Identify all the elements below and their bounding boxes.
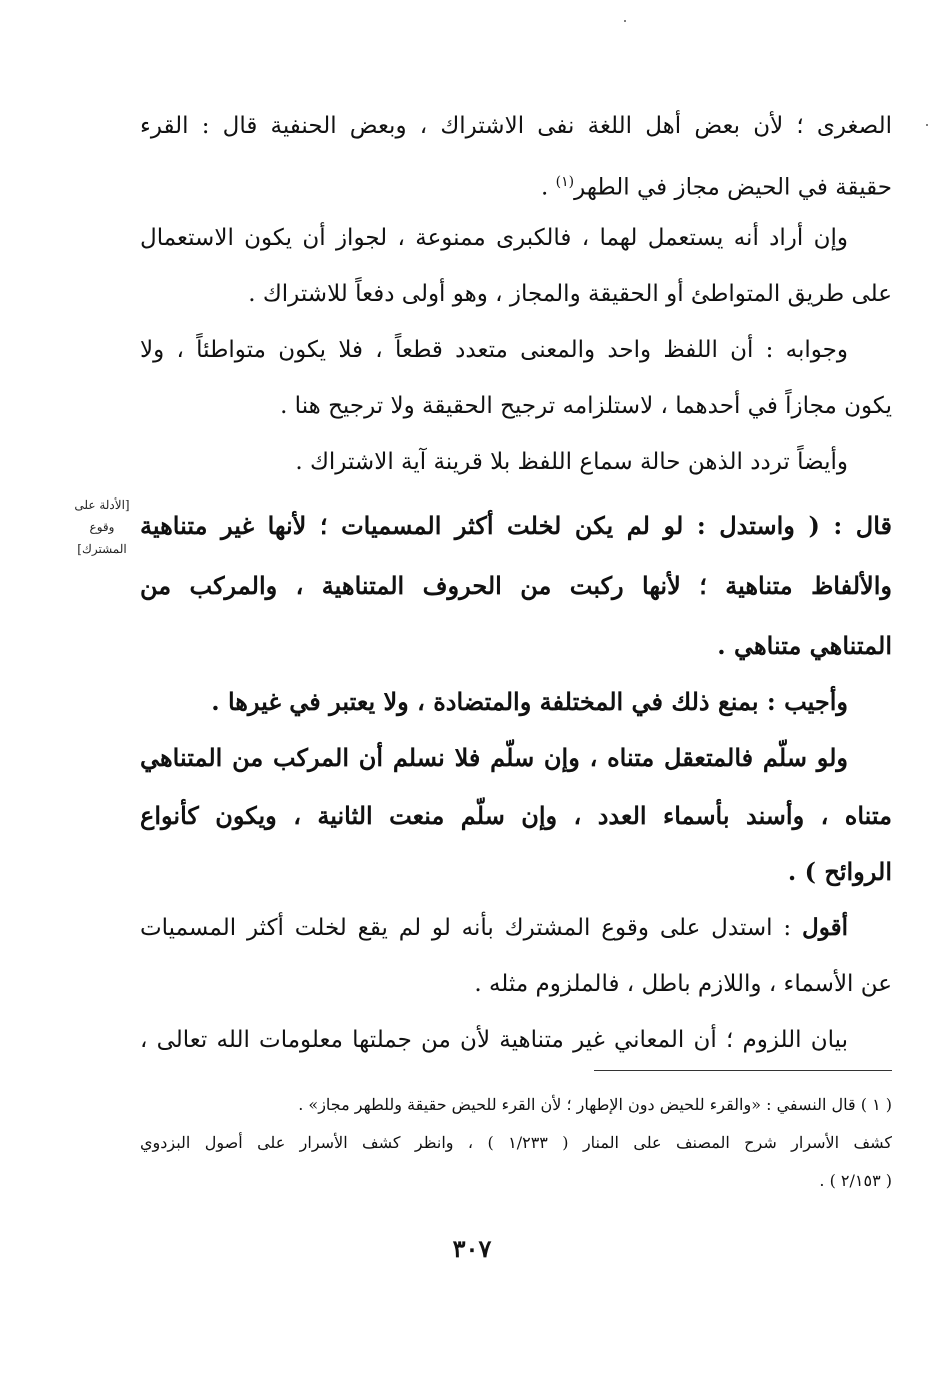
quote-line: متناه ، وأسند بأسماء العدد ، وإن سلّم منعت الثانية ، ويكون كأنواع	[140, 801, 892, 830]
footnote-line: ( ٢/١٥٣ ) .	[819, 1171, 892, 1190]
footnote-line: ( ١ ) قال النسفي : «والقرء للحيض دون الإطهار ؛ لأن القرء للحيض حقيقة وللطهر مجاز» .	[298, 1095, 892, 1114]
footnote-line: كشف الأسرار شرح المصنف على المنار ( ١/٢٣٣ ) ، وانظر كشف الأسرار على أصول البزدوي	[140, 1133, 892, 1152]
quote-line: قال : ( واستدل : لو لم يكن لخلت أكثر المسميات ؛ لأنها غير متناهية	[140, 511, 892, 540]
text-line: الصغرى ؛ لأن بعض أهل اللغة نفى الاشتراك ، وبعض الحنفية قال : القرء	[140, 113, 892, 139]
aqul-keyword: أقول	[802, 914, 848, 941]
margin-note-line: المشترك]	[77, 542, 127, 556]
quote-line: المتناهي متناهي .	[717, 631, 892, 660]
quote-line: ولو سلّم فالمتعقل متناه ، وإن سلّم فلا نسلم أن المركب من المتناهي	[140, 743, 848, 772]
quote-line: الروائح ) .	[787, 857, 892, 886]
footnote-separator	[594, 1070, 892, 1071]
quote-line: وأجيب : بمنع ذلك في المختلفة والمتضادة ، ولا يعتبر في غيرها .	[211, 687, 848, 716]
footnote-marker: (١)	[555, 174, 575, 190]
text-line: وإن أراد أنه يستعمل لهما ، فالكبرى ممنوعة ، لجواز أن يكون الاستعمال	[140, 225, 848, 251]
margin-note-line: وقوع	[89, 520, 115, 534]
text-line	[140, 153, 892, 211]
text-line: وأيضاً تردد الذهن حالة سماع اللفظ بلا قرينة آية الاشتراك .	[295, 449, 848, 475]
text-fragment: حقيقة في الحيض مجاز في الطهر	[574, 174, 892, 201]
text-fragment: .	[541, 174, 556, 201]
text-line	[140, 899, 892, 957]
scan-speck	[926, 124, 928, 126]
quote-line: والألفاظ متناهية ؛ لأنها ركبت من الحروف المتناهية ، والمركب من	[140, 571, 892, 600]
page-number: ٣٠٧	[452, 1234, 492, 1263]
margin-note	[62, 494, 142, 560]
text-line: وجوابه : أن اللفظ واحد والمعنى متعدد قطعاً ، فلا يكون متواطئاً ، ولا	[140, 337, 848, 363]
text-line: على طريق المتواطئ أو الحقيقة والمجاز ، وهو أولى دفعاً للاشتراك .	[248, 281, 892, 307]
text-line: عن الأسماء ، واللازم باطل ، فالملزوم مثله .	[474, 971, 892, 997]
scan-speck	[624, 20, 626, 22]
margin-note-line: [الأدلة على	[74, 498, 130, 512]
text-line: بيان اللزوم ؛ أن المعاني غير متناهية لأن من جملتها معلومات الله تعالى ،	[140, 1027, 848, 1053]
text-fragment: : استدل على وقوع المشترك بأنه لو لم يقع لخلت أكثر المسميات	[140, 915, 803, 941]
text-line: يكون مجازاً في أحدهما ، لاستلزامه ترجيح الحقيقة ولا ترجيح هنا .	[280, 393, 892, 419]
